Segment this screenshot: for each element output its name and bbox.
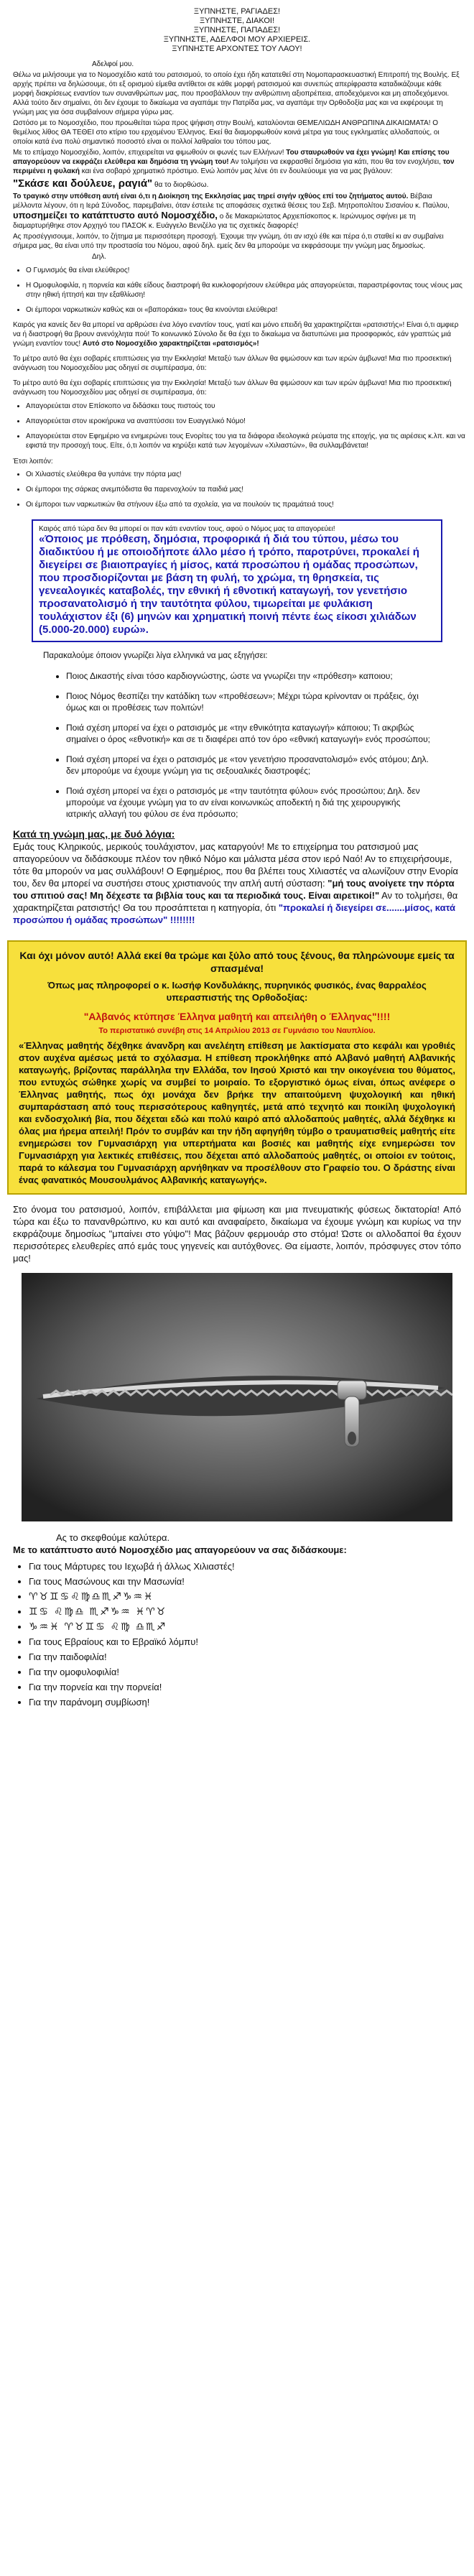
list-item: • Για την παιδοφιλία! — [29, 1651, 474, 1663]
intro-p1: Θέλω να μιλήσουμε για το Νομοσχέδιο κατά του ρατσισμού, το οποίο έχει ήδη κατατεθεί στη Νομοπαρασκευαστική Επιτροπή της Βουλής. Εξ αρχής πρέπει να δηλώσουμε, ότι εξ ορισμού είμεθα αντίθετοι σε κάθε μορφή ρατσισμού και συνεπώς απερίφραστα καταδικάζουμε κάθε μορφή διακρίσεως εναντίον των συνανθρώπων μας, που προσβάλλουν την ανθρώπινη αξιοπρέπεια, αποδεχόμενοι και μη αποδεχόμενοι. Αλλά τούτο δεν σημαίνει, ότι δεν έχουμε το δικαίωμα να αγαπάμε την Πατρίδα μας, να αγαπάμε την Ορθοδοξία μας και να εκφέρουμε τη γνώμη μας για όσα συμβαίνουν σήμερα γύρω μας. — [13, 71, 460, 116]
header-line: ΞΥΠΝΗΣΤΕ, ΑΔΕΛΦΟΙ ΜΟΥ ΑΡΧΙΕΡΕΙΣ. — [163, 35, 311, 44]
ete-loipon: Έτσι λοιπόν: — [13, 458, 53, 465]
law-quote-box — [32, 519, 442, 642]
list-item: • Απαγορεύεται στον Επίσκοπο να διδάσκει τους πιστούς του — [26, 402, 474, 411]
list-item: • Ποιά σχέση μπορεί να έχει ο ρατσισμός με «την ταυτότητα φύλου» ενός προσώπου; Δηλ. δεν μπορούμε να έχουμε γνώμη για το αν είναι κοινωνικώς αποδεκτή η διά της χειρουργικής ιατρικής αλλαγή του φύλου σε ένα πρόσωπο; — [66, 785, 431, 820]
incident-line1: Και όχι μόνον αυτό! Αλλά εκεί θα τρώμε και ξύλο από τους ξένους, θα πληρώνουμε εμείς τα σπασμένα! — [19, 950, 455, 974]
list-item: • Ποιά σχέση μπορεί να έχει ο ρατσισμός με «τον γενετήσιο προσανατολισμό» ενός ατόμου; Δηλ. δεν μπορούμε να έχουμε γνώμη για τις σεξουαλικές διαστροφές; — [66, 754, 431, 777]
worse-text: Το μέτρο αυτό θα έχει σοβαρές επιπτώσεις για την Εκκλησία! Μεταξύ των άλλων θα φιμώσουν και των ιερών άμβωνα! Μια πιο προσεκτική ανάγνωση του Νομοσχεδίου μας οδηγεί σε συμπέρασμα, ότι: — [13, 355, 452, 372]
list-questions — [66, 670, 431, 820]
list-item: • Ποιά σχέση μπορεί να έχει ο ρατσισμός με «την εθνικότητα καταγωγή» κάποιου; Τι ακριβώς σημαίνει ο όρος «εθνοτική» και σε τι διαφέρει από τον όρο «εθνική καταγωγή» ενός προσώπου; — [66, 722, 431, 745]
kairos-text: Καιρός για κανείς δεν θα μπορεί να αρθρώσει ένα λόγο εναντίον τους, γιατί και μόνο επειδή θα χαρακτηρίζεται «ρατσιστής»! Είναι ό,τι αμφιερ να ή διαστροφή θα βρουν ανενόχλητα πού! Το κοινωνικό Σύνολο δε θα έχει το δικαίωμα να διατυπώνει μια προσφορικός, εάν γραπτώς μιά γνώμη εναντίον τους! Αυτό στο Νομοσχέδιο χαρακτηρίζεται «ρατσισμός»! — [13, 321, 459, 348]
intro-p3: Με το επίμαχο Νομοσχέδιο, λοιπόν, επιχειρείται να φιμωθούν οι φωνές των Ελλήνων! Του σταυρωθούν να έχει γνώμη! Και επίσης του απαγορεύουν να εκφράζει ελεύθερα και δημόσια τη γνώμη του! Αν τολμήσει να εκφρασθεί δημόσια για κάτι, που θα τον ενοχλήσει, τον περιμένει η φυλακή και ένα σοβαρό χρηματικό πρόστιμο. Ενώ λοιπόν μας λένε ότι εν δουλεύουμε για να μας βγάλουν: — [13, 149, 455, 175]
list-item: • Απαγορεύεται στον ιεροκήρυκα να αναπτύσσει τον Ευαγγελικό Νόμο! — [26, 417, 474, 426]
list-item: • Οι έμποροι ναρκωτικών καθώς και οι «βαποράκια» τους θα κινούνται ελεύθερα! — [26, 305, 474, 315]
incident-news: «Έλληνας μαθητής δέχθηκε άνανδρη και ανελέητη επίθεση με λακτίσματα στο κεφάλι και γροθιές στον αυχένα αμέσως μετά το σχόλασμα. Η επίθεση προκλήθηκε από Αλβανό μαθητή Αλβανικής καταγωγής, βρίζοντας παράλληλα την Ελλάδα, τον Ιησού Χριστό και την οικογένεια του θύματος, που εντυχώς σώθηκε χωρίς να συμβεί το μοιραίο. Το εξοργιστικό όμως είναι, όπως ανέφερε ο Έλληνας μαθητής, πως όχι μονάχα δεν βρήκε την απαιτούμενη ψυχολογική και ηθική συμπαράσταση από τους περισσότερους καθηγητές, μετά από τεχνητό και ποικίλη ψυχολογική και ενδοσχολική βία, που δέχεται εδώ και πολύ καιρό από αλλοδαπούς μαθητές, αλλά δέχθηκε κι όλας μια ήρεμα απειλή! Πρόν το συμβάν και την ήδη αφηγήθη τύμβο ο τραυματισθείς μαθητής είτε ενημερώσει τον Γυμνασιάρχη για υπερτήματα και βοσιές και μαθητής είχε ενημερώσει τον Γυμνασιάρχη για λεκτικές επιθέσεις, που δέχεται από αλλοδαπούς μαθητές, οι οποίοι εν τούτοις, παρά το κάλεσμα του Γυμνασιάρχη αρνήθηκαν να προσέλθουν στο Γραφείο του. Ο δράστης είναι ένας φανατικός Μουσουλμάνος Αλβανικής καταγωγής». — [19, 1040, 455, 1185]
dil-label: Δηλ. — [92, 253, 107, 261]
slogan-line: "Σκάσε και δούλευε, ραγιά" θα το διορθώσω. — [13, 177, 209, 190]
list-item: • Ποιος Νόμος θεσπίζει την κατάδίκη των «προθέσεων»; Μέχρι τώρα κρίνονταν οι πράξεις, όχι όμως και οι προθέσεις των πολιτών! — [66, 690, 431, 713]
greeting: Αδελφοί μου. — [92, 60, 134, 68]
list-item: • Για την παράνομη συμβίωση! — [29, 1696, 474, 1708]
header — [0, 0, 474, 54]
list-item: • Απαγορεύεται στον Εφημέριο να ενημερώνει τους Ενορίτες του για τα διάφορα ιδεολογικά ρεύματα της εποχής, για τις αιρέσεις κ.λπ. και να εφιστά την προσοχή τους. Είτε, ό,τι λοιπόν να κηρύξει κατά των λεγομένων «Χιλιαστών», θα συλλαμβάνεται! — [26, 432, 474, 450]
list-item: • Για τους Εβραίους και το Εβραϊκό λόμπυ! — [29, 1636, 474, 1648]
incident-date: Το περιστατικό συνέβη στις 14 Απριλίου 2013 σε Γυμνάσιο του Ναυπλίου. — [98, 1027, 376, 1035]
list-item-symbols: • ♊︎♋︎ ♌︎♍︎♎︎ ♏︎♐︎♑︎♒︎ ♓︎♈︎♉︎ — [29, 1606, 474, 1618]
intro — [13, 60, 461, 261]
closing — [13, 1532, 461, 1556]
explain-request: Παρακαλούμε όποιον γνωρίζει λίγα ελληνικά να μας εξηγήσει: — [43, 652, 268, 660]
list-item: • Για τους Μασώνους και την Μασωνία! — [29, 1575, 474, 1588]
kairos — [13, 320, 461, 397]
header-line: ΞΥΠΝΗΣΤΕ, ΔΙΑΚΟΙ! — [199, 17, 275, 25]
zipper-mouth-image — [22, 1273, 452, 1521]
list-item: • Για τους Μάρτυρες του Ιεχωβά ή άλλως Χιλιαστές! — [29, 1560, 474, 1572]
slogan: "Σκάσε και δούλευε, ραγιά" — [13, 177, 153, 190]
intro-p4: Το τραγικό στην υπόθεση αυτή είναι ό,τι η Διοίκηση της Εκκλησίας μας τηρεί σιγήν ιχθύος επί του ζητήματος αυτού. Βέβαια μέλλοντα λέγουν, ότι η Ιερά Σύνοδος, παρεμβαίνει, όταν έστειλε τις αποφάσεις σχετικά θέσεις του Σεβ. Μητροπολίτου Σισανίου κ. Παύλου, υποσημείζει το κατάπτυστο αυτό Νομοσχέδιο, ο δε Μακαριώτατος Αρχιεπίσκοπος κ. Ιερώνυμος σφήνει με τη διαμαρτυρήθηκε στον Αρχηγό του ΠΑΣΟΚ κ. Ευάγγελο Βενιζέλο για τις σχετικές διαφορές! — [13, 193, 450, 230]
list-item: • Οι έμποροι της σάρκας ανεμπόδιστα θα παρενοχλούν τα παιδιά μας! — [26, 485, 474, 494]
incident-box — [7, 940, 467, 1195]
list-church — [26, 402, 474, 450]
closing-line2: Με το κατάπτυστο αυτό Νομοσχέδιο μας απαγορεύουν να σας διδάσκουμε: — [13, 1544, 347, 1555]
list-item: • Για την ομοφυλοφιλία! — [29, 1666, 474, 1678]
list-forbidden-teachings — [29, 1560, 474, 1708]
dictatorship-text: Στο όνομα του ρατσισμού, λοιπόν, επιβάλλεται μια φίμωση και μια πνευματικής φύσεως δικτατορία! Από τώρα και έξω το πανανθρώπινο, κυ και αυτό και αναφαίρετο, δικαίωμα να έχουμε γνώμη και κυρίως να την εκφράζουμε δημοσίως "μπαίνει στο γύψο"! Μας βάζουν φερμουάρ στο στόμα! Ώστε οι αλλοδαποί θα έχουν περισσότερες ελευθερίες από εμάς τους γηγενείς και αυτόχθονες. Θα είμαστε, λοιπόν, πρόσφυγες στον τόπο μας! — [13, 1204, 461, 1264]
list-item-symbols: • ♈︎♉︎♊︎♋︎♌︎♍︎♎︎♏︎♐︎♑︎♒︎♓︎ — [29, 1590, 474, 1603]
list-item: • Η Ομοφυλοφιλία, η πορνεία και κάθε είδους διαστροφή θα κυκλοφορήσουν ελεύθερα μάς απαγορεύεται, παραστρέφοντας τους νέους μας στην ηθική ήττησή και την εξαθλίωση! — [26, 281, 474, 300]
law-quote-lead: Καιρός από τώρα δεν θα μπορεί οι παν κάτι εναντίον τους, αφού ο Νόμος μας τα απαγορεύει! — [39, 525, 335, 533]
list-item-symbols: • ♑︎♒︎♓︎ ♈︎♉︎♊︎♋︎ ♌︎♍︎ ♎︎♏︎♐︎ — [29, 1621, 474, 1633]
list-item: • Οι έμποροι των ναρκωτικών θα στήνουν έξω από τα σχολεία, για να πουλούν τις πραμάτειά τους! — [26, 500, 474, 509]
list-item: • Ο Γυμνισμός θα είναι ελεύθερος! — [26, 266, 474, 275]
header-line: ΞΥΠΝΗΣΤΕ, ΠΑΠΑΔΕΣ! — [193, 26, 281, 34]
opinion-title: Κατά τη γνώμη μας, με δυό λόγια: — [13, 828, 175, 840]
header-line: ΞΥΠΝΗΣΤΕ, ΡΑΓΙΑΔΕΣ! — [193, 7, 281, 16]
incident-line2: Όπως μας πληροφορεί ο κ. Ιωσήφ Κονδυλάκης, πυρηνικός φυσικός, ένας θαρραλέος υπερασπιστής της Ορθοδοξίας: — [47, 980, 427, 1003]
list-item: • Οι Χιλιαστές ελεύθερα θα γυπάνε την πόρτα μας! — [26, 470, 474, 479]
incident-headline: "Αλβανός κτύπησε Έλληνα μαθητή και απειλήθη ο Έλληνας"!!!! — [83, 1011, 391, 1022]
opinion-text: Εμάς τους Κληρικούς, μερικούς τουλάχιστον, μας καταργούν! Με το επιχείρημα του ρατσισμού μας απαγορεύουν να διδάσκουμε πλέον τον ηθικό Νόμο και μάλιστα μέσα στον ιερό Ναό! Αν το επιχειρήσουμε, τότε θα μπορούν να μας συλλάβουν! Ο Εφημέριος, που θα βλέπει τους Χιλιαστές να αλωνίζουν στην Ενορία του, δεν θα μπορεί να συστήσει στους χριστιανούς την απλή αυτή σύσταση: "μή τους ανοίγετε την πόρτα του σπιτιού σας! Μη δέχεστε τα βιβλία τους και τα περιοδικά τους. Είναι αιρετικοί!" Αν το τολμήσει, θα χαρακτηρίζεται ρατσιστής! Θα του προσάπτεται η κατηγορία, ότι "προκαλεί ή διεγείρει σε.......μίσος, κατά προσώπου ή ομάδας προσώπων" !!!!!!!! — [13, 841, 458, 925]
list-item: • Ποιος Δικαστής είναι τόσο καρδιογνώστης, ώστε να γνωρίζει την «πρόθεση» καποιου; — [66, 670, 431, 682]
closing-line1: Ας το σκεφθούμε καλύτερα. — [56, 1532, 170, 1543]
list-item: • Για την πορνεία και την πορνεία! — [29, 1681, 474, 1693]
intro-p2: Ωστόσο με το Νομοσχέδιο, που προωθείται τώρα προς ψήφιση στην Βουλή, καταλύονται ΘΕΜΕΛΙΩΔΗ ΑΝΘΡΩΠΙΝΑ ΔΙΚΑΙΩΜΑΤΑ! Ο θεμέλιος λίθος ΘΑ ΤΕΘΕΙ στο κτίριο του ερχομένου Έλληνος. Εκεί θα διαμορφωθούν κοινά μέτρα για τους εγκληματίες αλλοδαπούς, οι οποίοι κατά ένα πολύ σημαντικό ποσοστό είναι οι πολλοί λαθραίοι του τόπου μας. — [13, 119, 440, 146]
list-consequences — [26, 470, 474, 509]
intro-p5: Ας προσέγγισουμε, λοιπόν, το ζήτημα με περισσότερη προσοχή. Έχουμε την γνώμη, ότι αν ισχύ έθε και πέρα ό,τι σταθεί κι αν συμβαίνει σήμερα μας, θα είναι υπό την προστασία του Νόμου, αφού δηλ. εμείς δεν θα μπορούμε να εκφράσουμε την γνώμη μας δημοσίως. — [13, 233, 444, 250]
zipper-mouth-illustration — [22, 1273, 452, 1521]
header-line: ΞΥΠΝΗΣΤΕ ΑΡΧΟΝΤΕΣ ΤΟΥ ΛΑΟΥ! — [172, 45, 302, 53]
law-quote: «Όποιος με πρόθεση, δημόσια, προφορικά ή διά του τύπου, μέσω του διαδικτύου ή με οποιοδήποτε άλλο μέσο ή τρόπο, παροτρύνει, προκαλεί ή διεγείρει σε βιαιοπραγίες ή μίσος, κατά προσώπου ή ομάδας προσώπων, που προσδιορίζονται με βάση τη φυλή, το χρώμα, τη θρησκεία, τις γενεαλογικές καταβολές, την εθνική ή εθνοτική καταγωγή, τον γενετήσιο προσανατολισμό ή την ταυτότητα φύλου, τιμωρείται με φυλάκιση τουλάχιστον έξι (6) μηνών και χρηματική ποινή πέντε έως είκοσι χιλιάδων (5.000-20.000) ευρώ». — [39, 533, 419, 636]
list-freedoms — [26, 266, 474, 315]
opinion-section — [13, 828, 461, 926]
list2-intro: Το μέτρο αυτό θα έχει σοβαρές επιπτώσεις για την Εκκλησία! Μεταξύ των άλλων θα φιμώσουν και των ιερών άμβωνα! Μια πιο προσεκτική ανάγνωση του Νομοσχεδίου μας οδηγεί σε συμπέρασμα, ότι: — [13, 379, 452, 397]
